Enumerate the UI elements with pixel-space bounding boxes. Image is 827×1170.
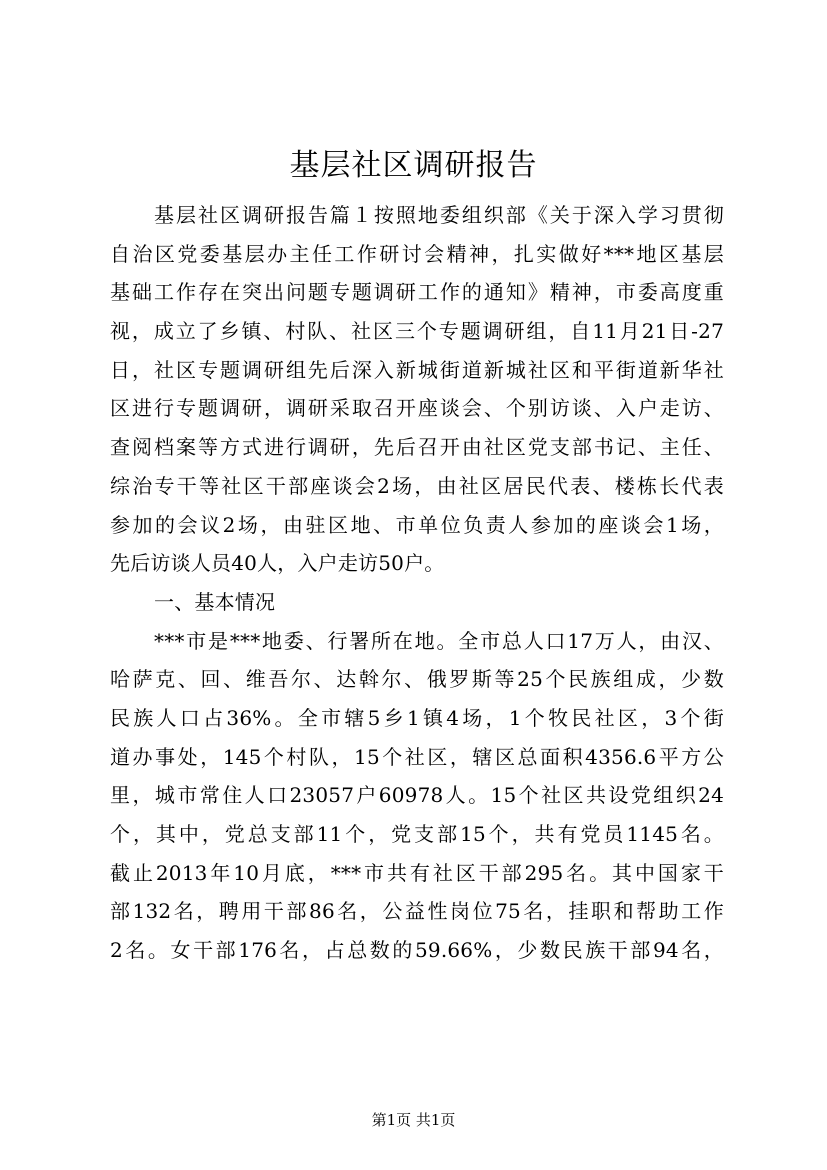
document-title: 基层社区调研报告	[289, 148, 538, 183]
paragraph-line: 民族人口占36%。全市辖5乡1镇4场，1个牧民社区，3个街	[110, 705, 724, 730]
paragraph-line: 道办事处，145个村队，15个社区，辖区总面积4356.6平方公	[110, 744, 724, 769]
page-number: 第1页 共1页	[371, 1111, 456, 1129]
document-body	[110, 196, 724, 970]
paragraph-line: 综治专干等社区干部座谈会2场，由社区居民代表、楼栋长代表	[110, 473, 724, 498]
paragraph-line: 基层社区调研报告篇１按照地委组织部《关于深入学习贯彻	[154, 203, 724, 227]
paragraph-line: 基础工作存在突出问题专题调研工作的通知》精神，市委高度重	[110, 280, 724, 305]
paragraph-line: 视，成立了乡镇、村队、社区三个专题调研组，自11月21日-27	[110, 319, 724, 344]
paragraph-line: 哈萨克、回、维吾尔、达斡尔、俄罗斯等25个民族组成，少数	[110, 667, 724, 692]
paragraph-line: 2名。女干部176名，占总数的59.66%，少数民族干部94名，	[110, 938, 724, 963]
paragraph-line: 日，社区专题调研组先后深入新城街道新城社区和平街道新华社	[110, 357, 724, 382]
paragraph-line: 参加的会议2场，由驻区地、市单位负责人参加的座谈会1场，	[110, 512, 724, 537]
paragraph-line: 先后访谈人员40人，入户走访50户。	[110, 551, 445, 576]
paragraph-line: 部132名，聘用干部86名，公益性岗位75名，挂职和帮助工作	[110, 899, 724, 924]
paragraph-line: 查阅档案等方式进行调研，先后召开由社区党支部书记、主任、	[110, 435, 724, 460]
paragraph-line: 区进行专题调研，调研采取召开座谈会、个别访谈、入户走访、	[110, 396, 724, 421]
paragraph-line: 个，其中，党总支部11个，党支部15个，共有党员1145名。	[110, 822, 724, 846]
section-heading: 一、基本情况	[154, 589, 276, 614]
paragraph-line: 自治区党委基层办主任工作研讨会精神，扎实做好***地区基层	[110, 241, 724, 266]
paragraph-line: 里，城市常住人口23057户60978人。15个社区共设党组织24	[110, 783, 724, 808]
paragraph-line: ***市是***地委、行署所在地。全市总人口17万人，由汉、	[154, 628, 724, 653]
paragraph-line: 截止2013年10月底，***市共有社区干部295名。其中国家干	[110, 860, 724, 885]
